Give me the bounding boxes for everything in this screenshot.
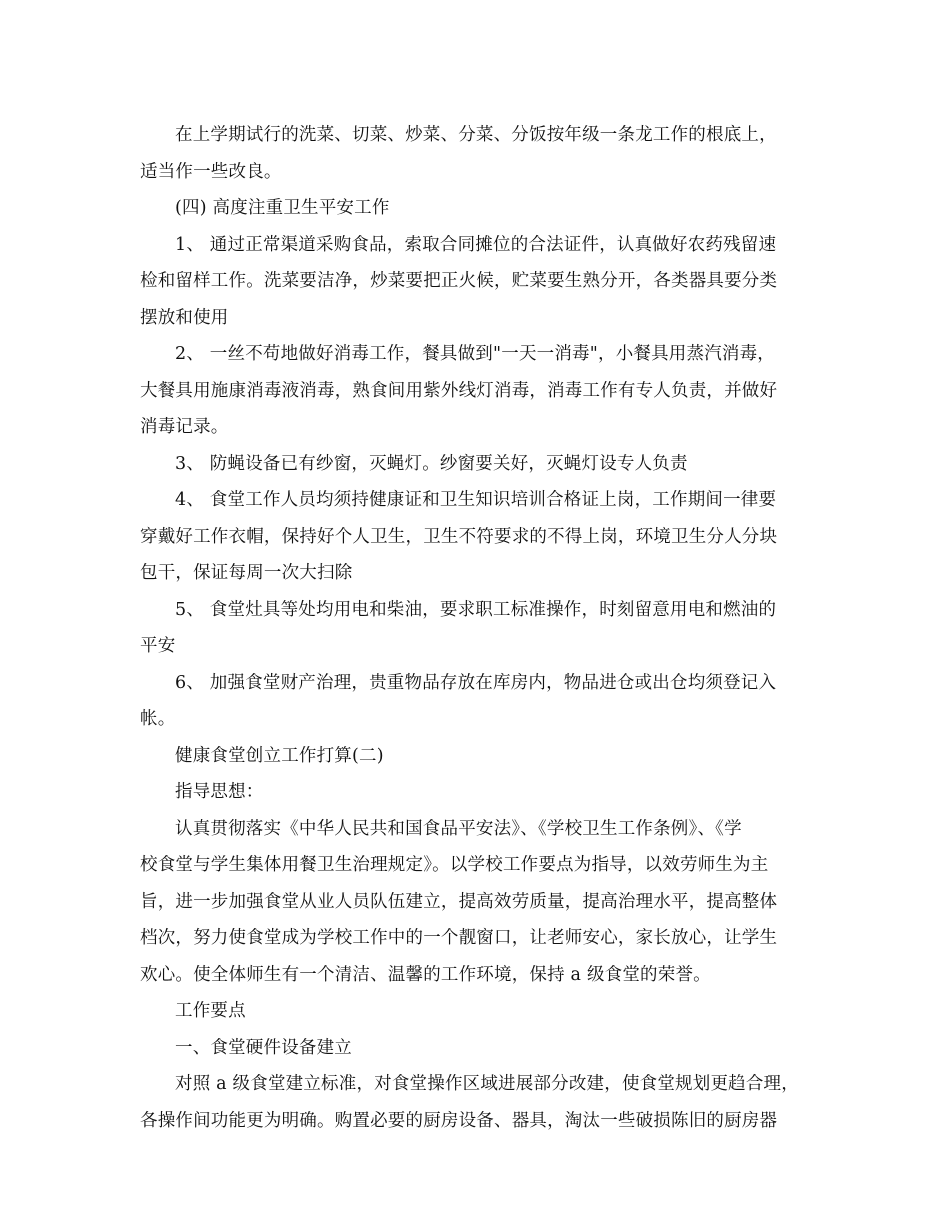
text-line: 1、 通过正常渠道采购食品，索取合同摊位的合法证件，认真做好农药残留速: [175, 234, 777, 255]
text-line: 大餐具用施康消毒液消毒，熟食间用紫外线灯消毒，消毒工作有专人负责，并做好: [140, 380, 778, 401]
section-heading: 指导思想：: [175, 782, 264, 802]
text-line: 摆放和使用: [140, 307, 229, 328]
text-line: 5、 食堂灶具等处均用电和柴油，要求职工标准操作，时刻留意用电和燃油的: [175, 599, 777, 620]
text-line: 2、 一丝不苟地做好消毒工作，餐具做到"一天一消毒"，小餐具用蒸汽消毒，: [175, 344, 775, 364]
text-line: 帐。: [140, 709, 176, 729]
text-line: 欢心。使全体师生有一个清洁、温馨的工作环境，保持 a 级食堂的荣誉。: [140, 964, 711, 985]
text-line: 旨，进一步加强食堂从业人员队伍建立，提高效劳质量，提高治理水平，提高整体: [140, 891, 778, 912]
text-line: 校食堂与学生集体用餐卫生治理规定》。以学校工作要点为指导，以效劳师生为主: [140, 855, 769, 875]
text-line: 在上学期试行的洗菜、切菜、炒菜、分菜、分饭按年级一条龙工作的根底上，: [175, 125, 777, 145]
section-heading: 一、食堂硬件设备建立: [175, 1037, 352, 1058]
text-line: 平安: [140, 636, 176, 656]
document-body: [140, 117, 812, 1139]
text-line: 消毒记录。: [140, 417, 229, 437]
text-line: 4、 食堂工作人员均须持健康证和卫生知识培训合格证上岗，工作期间一律要: [175, 490, 777, 510]
text-line: 穿戴好工作衣帽，保持好个人卫生，卫生不符要求的不得上岗，环境卫生分人分块: [140, 526, 778, 547]
text-line: 适当作一些改良。: [140, 161, 282, 182]
text-line: 各操作间功能更为明确。购置必要的厨房设备、器具，淘汰一些破损陈旧的厨房器: [140, 1110, 778, 1131]
text-line: 档次，努力使食堂成为学校工作中的一个靓窗口，让老师安心，家长放心，让学生: [140, 928, 778, 948]
text-line: 6、 加强食堂财产治理，贵重物品存放在库房内，物品进仓或出仓均须登记入: [175, 672, 777, 693]
section-heading: 健康食堂创立工作打算(二): [175, 745, 384, 766]
text-line: 包干，保证每周一次大扫除: [140, 563, 353, 583]
text-line: 检和留样工作。洗菜要洁净，炒菜要把正火候，贮菜要生熟分开，各类器具要分类: [140, 271, 778, 291]
text-line: 对照 a 级食堂建立标准，对食堂操作区域进展部分改建，使食堂规划更趋合理，: [175, 1074, 799, 1094]
section-heading: (四) 高度注重卫生平安工作: [175, 198, 390, 218]
text-line: 认真贯彻落实《中华人民共和国食品平安法》、《学校卫生工作条例》、《学: [175, 818, 742, 839]
section-heading: 工作要点: [175, 1001, 246, 1021]
text-line: 3、 防蝇设备已有纱窗，灭蝇灯。纱窗要关好，灭蝇灯设专人负责: [175, 453, 688, 474]
